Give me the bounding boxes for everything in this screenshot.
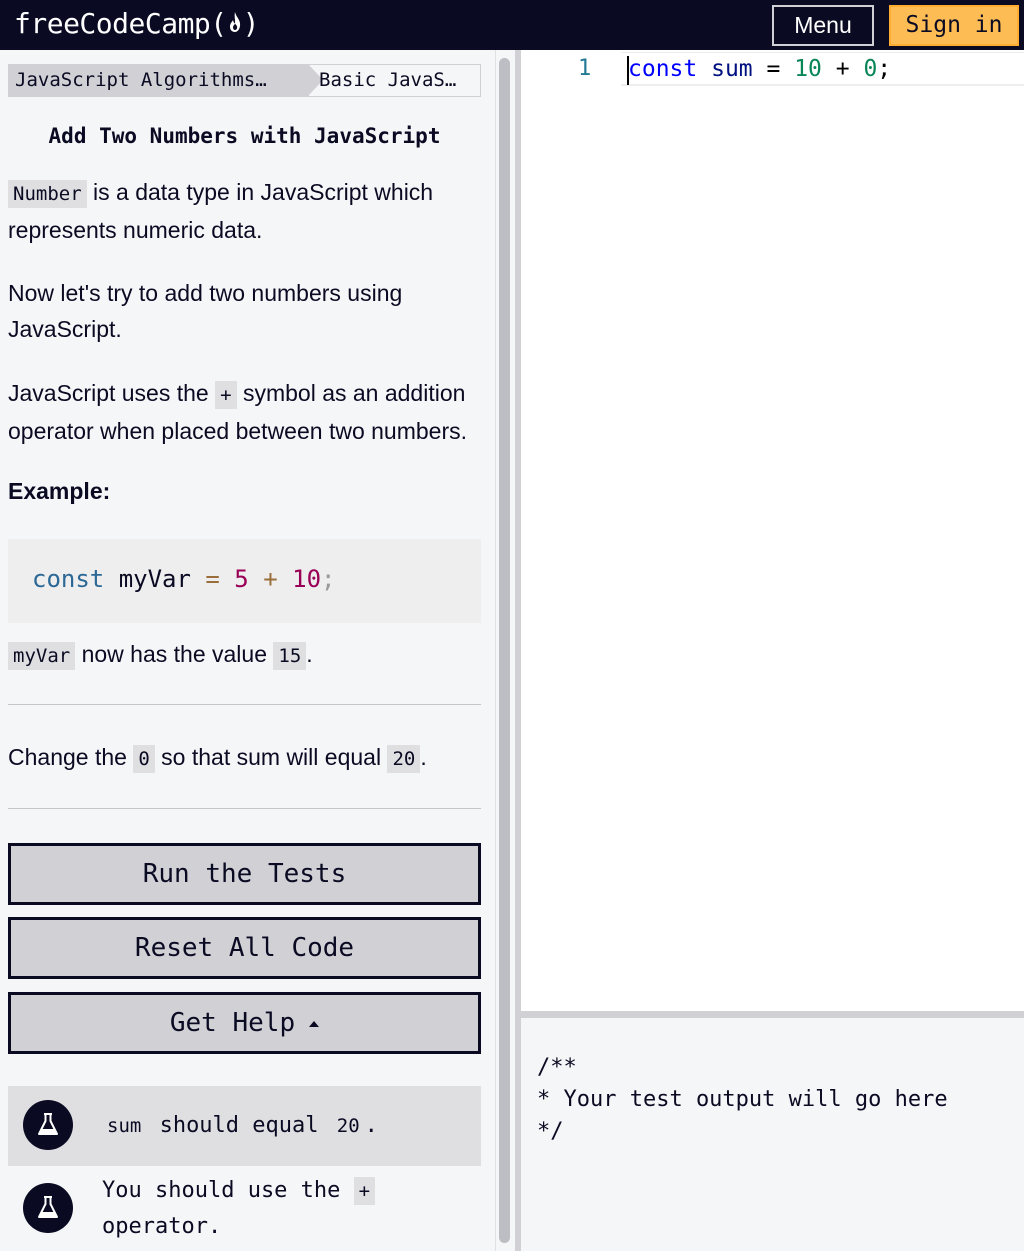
code-operator: = — [205, 565, 220, 593]
test-text-part: . — [364, 1113, 378, 1138]
code-operator: + — [263, 565, 278, 593]
flame-icon — [227, 4, 243, 46]
divider — [8, 704, 481, 705]
get-help-label: Get Help — [169, 1008, 296, 1038]
code-punctuation: ; — [877, 56, 892, 82]
paragraph-text: is a data type in JavaScript which represents numeric data. — [8, 179, 434, 243]
paragraph-text: . — [420, 744, 427, 770]
inline-code: Number — [8, 180, 87, 208]
paragraph-text: symbol as an addition operator when placed between two numbers. — [8, 380, 468, 444]
freecodecamp-logo[interactable] — [14, 3, 259, 45]
instructions-scrollbar-thumb[interactable] — [499, 58, 510, 1243]
description-paragraph-4 — [8, 636, 488, 674]
menu-button[interactable]: Menu — [772, 5, 874, 46]
code-number: 10 — [794, 56, 822, 82]
breadcrumb-block[interactable]: Basic JavaS… — [319, 69, 457, 91]
challenge-title: Add Two Numbers with JavaScript — [48, 124, 441, 148]
inline-code: 20 — [387, 745, 420, 773]
example-code-block — [8, 539, 481, 623]
description-paragraph-2: Now let's try to add two numbers using JavaScript. — [8, 280, 403, 342]
breadcrumb — [8, 64, 481, 97]
navbar — [0, 0, 1024, 50]
paragraph-text: now has the value — [75, 641, 274, 667]
code-operator: + — [821, 56, 864, 82]
caret-up-icon — [309, 1021, 319, 1027]
code-operator: = — [752, 56, 795, 82]
instructions-panel — [0, 50, 495, 1251]
breadcrumb-superblock[interactable]: JavaScript Algorithms… — [9, 65, 309, 96]
test-text-part: You should use the — [102, 1178, 354, 1203]
test-text — [102, 1108, 378, 1144]
code-number: 10 — [277, 565, 322, 593]
code-punctuation: ; — [321, 565, 336, 593]
code-number: 5 — [219, 565, 264, 593]
inline-code: 20 — [332, 1112, 365, 1140]
test-text — [102, 1173, 472, 1245]
example-label: Example: — [8, 478, 111, 504]
logo-text: freeCodeCamp( — [14, 7, 227, 40]
code-keyword: const — [32, 565, 105, 593]
inline-code: sum — [102, 1112, 146, 1140]
paragraph-text: so that sum will equal — [154, 744, 388, 770]
code-number: 0 — [863, 56, 878, 82]
paragraph-text: . — [306, 641, 313, 667]
logo-close: ) — [242, 7, 260, 40]
line-number: 1 — [578, 56, 592, 81]
get-help-button[interactable] — [8, 992, 481, 1054]
inline-code: + — [354, 1177, 375, 1205]
code-identifier: sum — [697, 56, 753, 82]
divider — [8, 808, 481, 809]
flask-icon — [23, 1183, 73, 1233]
code-line-1[interactable] — [628, 56, 891, 82]
inline-code: + — [215, 381, 236, 409]
paragraph-text: Change the — [8, 744, 134, 770]
code-keyword: const — [628, 56, 698, 82]
description-paragraph-1 — [8, 174, 488, 248]
test-output-panel: /** * Your test output will go here */ — [521, 1018, 1024, 1251]
reset-code-button[interactable]: Reset All Code — [8, 917, 481, 979]
test-text-part: operator. — [102, 1214, 222, 1239]
description-paragraph-3 — [8, 375, 488, 449]
paragraph-text: JavaScript uses the — [8, 380, 216, 406]
code-identifier: myVar — [104, 565, 206, 593]
test-text-part: should equal — [146, 1113, 332, 1138]
inline-code: 0 — [133, 745, 154, 773]
code-editor[interactable] — [521, 50, 1024, 1011]
editor-output-resizer[interactable] — [521, 1011, 1024, 1018]
sign-in-button[interactable]: Sign in — [889, 5, 1019, 46]
inline-code: myVar — [8, 642, 75, 670]
test-item-2 — [8, 1166, 481, 1251]
run-tests-button[interactable]: Run the Tests — [8, 843, 481, 905]
flask-icon — [23, 1100, 73, 1150]
challenge-instructions — [8, 739, 488, 777]
test-item-1 — [8, 1086, 481, 1166]
inline-code: 15 — [273, 642, 306, 670]
